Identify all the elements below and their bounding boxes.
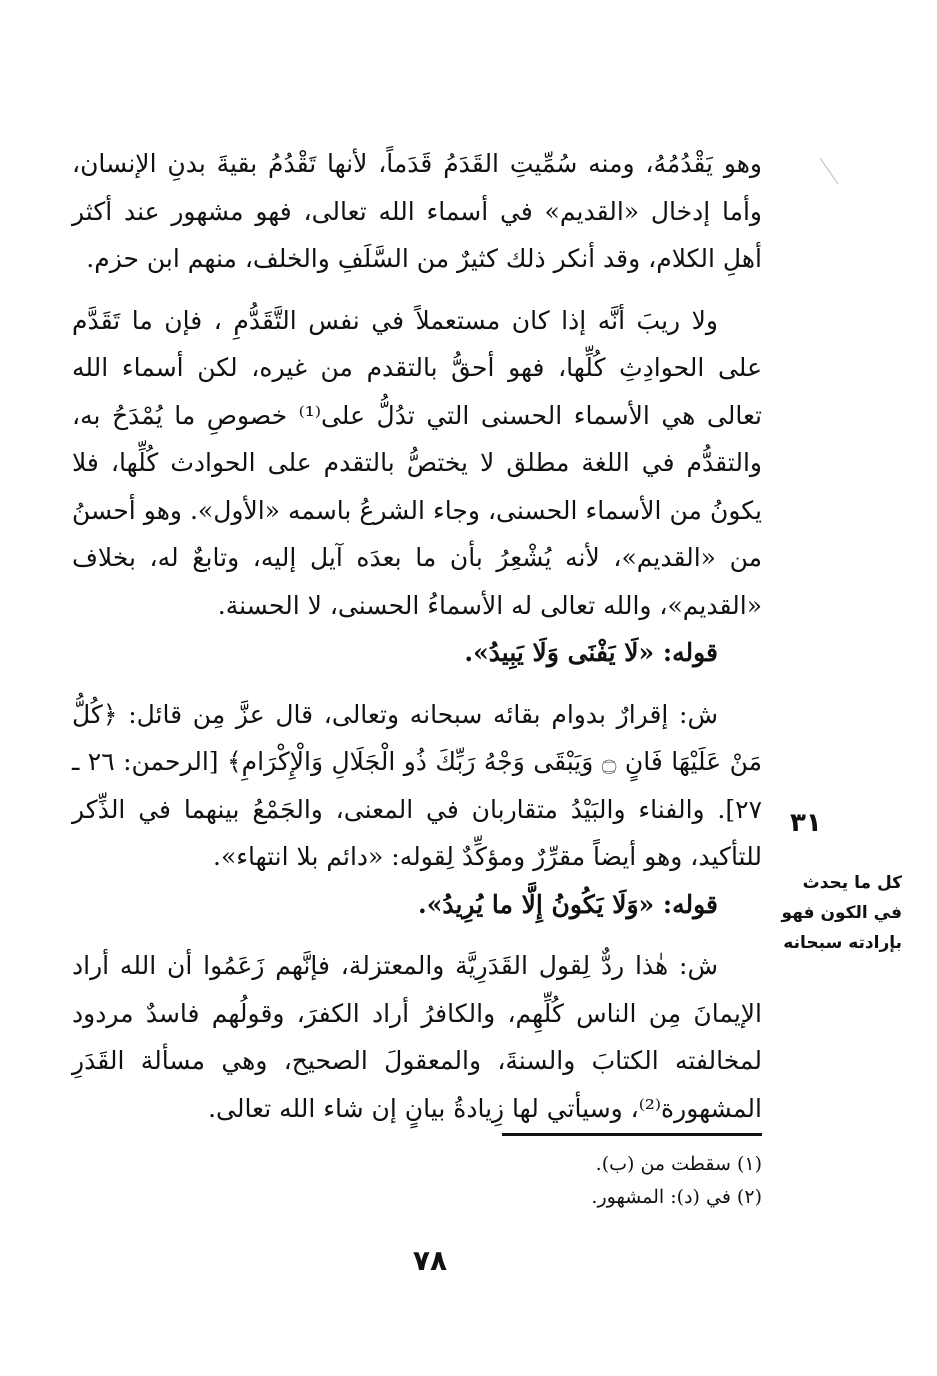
paragraph-4: ش: هٰذا ردٌّ لِقول القَدَرِيَّة والمعتزلة، فإنَّهم زَعَمُوا أن الله أراد الإيمانَ مِن الناس كُلِّهِم، والكافرُ أراد الكفرَ، وقولُهم فاسدٌ مردود لمخالفته الكتابَ والسنةَ، والمعقولَ الصحيح، وهي مسألة القَدَرِ المشهورة⁽²⁾، وسيأتي لها زِيادةُ بيانٍ إن شاء الله تعالى. (72, 951, 762, 1123)
paragraph-3: ش: إقرارٌ بدوام بقائه سبحانه وتعالى، قال عزَّ مِن قائل: ﴿كُلُّ مَنْ عَلَيْهَا فَانٍ ۝ وَيَبْقَى وَجْهُ رَبِّكَ ذُو الْجَلَالِ وَالْإِكْرَامِ﴾ [الرحمن: ٢٦ ـ ٢٧]. والفناء والبَيْدُ متقاربان في المعنى، والجَمْعُ بينهما في الذِّكر للتأكيد، وهو أيضاً مقرِّرٌ ومؤكِّدٌ لِقوله: «دائم بلا انتهاء». (72, 699, 762, 871)
paragraph-1: وهو يَقْدُمُهُ، ومنه سُمِّيتِ القَدَمُ قَدَماً، لأنها تَقْدُمُ بقيةَ بدنِ الإنسان، وأما إدخال «القديم» في أسماء الله تعالى، فهو مشهور عند أكثر أهلِ الكلام، وقد أنكر ذلك كثيرٌ من السَّلَفِ والخلف، منهم ابن حزم. (72, 149, 762, 273)
footnote-divider (502, 1133, 762, 1136)
heading-quote-1: قوله: «لَا يَفْنَى وَلَا يَبِيدُ». (464, 638, 718, 667)
margin-note: كل ما يحدث في الكون فهو بإرادته سبحانه (781, 873, 902, 953)
margin-section-number: ٣١ (790, 808, 822, 838)
page-number: ٧٨ (412, 1244, 448, 1277)
footnote-1: (١) سقطت من (ب). (595, 1153, 762, 1175)
heading-quote-2: قوله: «وَلَا يَكُونُ إِلَّا ما يُرِيدُ». (418, 889, 718, 919)
main-text (72, 140, 762, 1132)
paragraph-2: ولا ريبَ أنَّه إذا كان مستعملاً في نفس التَّقَدُّمِ ، فإن ما تَقَدَّم على الحوادِثِ كُلِّها، فهو أحقُّ بالتقدم من غيره، لكن أسماء الله تعالى هي الأسماء الحسنى التي تدُلُّ على⁽¹⁾ خصوصِ ما يُمْدَحُ به، والتقدُّم في اللغة مطلق لا يختصُّ بالتقدم على الحوادث كُلِّها، فلا يكونُ من الأسماء الحسنى، وجاء الشرعُ باسمه «الأول». وهو أحسنُ من «القديم»، لأنه يُشْعِرُ بأن ما بعدَه آيل إليه، وتابعٌ له، بخلاف «القديم»، والله تعالى له الأسماءُ الحسنى، لا الحسنة. (72, 305, 763, 620)
footnotes (400, 1148, 762, 1214)
footnote-2: (٢) في (د): المشهور. (591, 1186, 762, 1208)
